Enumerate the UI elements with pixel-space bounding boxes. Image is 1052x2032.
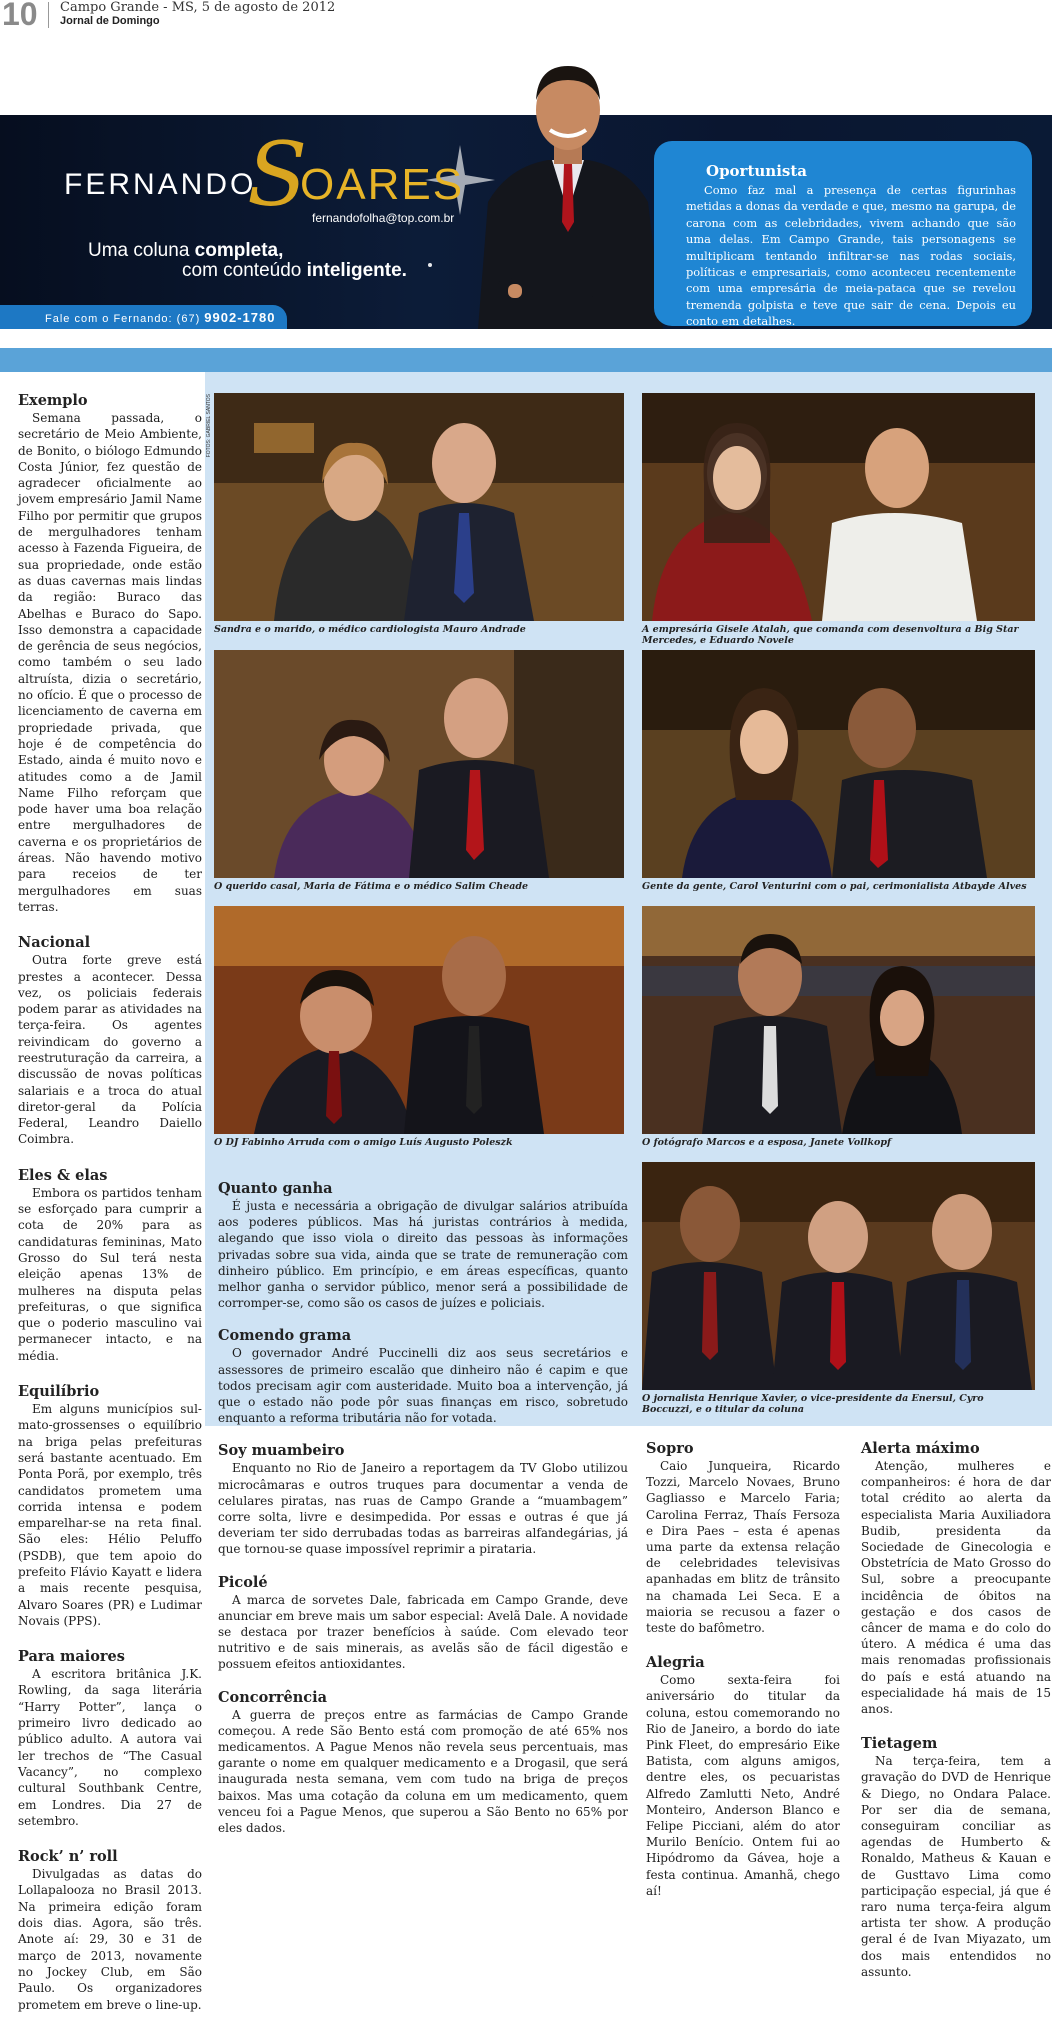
photo-6	[642, 906, 1035, 1134]
photo-2-image	[642, 393, 1035, 621]
photo-2-caption: A empresária Gisele Atalah, que comanda com desenvoltura a Big Star Mercedes, e Eduardo Novele	[642, 624, 1019, 646]
header-newspaper: Jornal de Domingo	[60, 15, 160, 27]
article-title: Tietagem	[861, 1735, 938, 1753]
banner-name-last: OARES	[300, 160, 465, 209]
article-title: Exemplo	[18, 392, 88, 409]
photo-4-image	[642, 650, 1035, 878]
article-text: A marca de sorvetes Dale, fabricada em Campo Grande, deve anunciar em breve mais um sabor especial: Avelã Dale. A novidade se destaca por trazer benefícios à saúde. Com elevado teor nutritivo e de sais minerais, as avelãs são de fácil digestão e possuem efeitos antioxidantes.	[218, 1592, 628, 1672]
photo-6-caption: O fotógrafo Marcos e a esposa, Janete Vollkopf	[642, 1137, 892, 1148]
sidebar-box-title: Oportunista	[706, 162, 807, 180]
banner-phone[interactable]: Fale com o Fernando: (67) 9902-1780	[45, 310, 276, 325]
photo-1-image	[214, 393, 624, 621]
photo-1	[214, 393, 624, 621]
photo-4	[642, 650, 1035, 878]
article-text: É justa e necessária a obrigação de divulgar salários atribuída aos poderes públicos. Mas há juristas contrários à medida, alegando que isso viola o direito das pessoas às informações privadas sobre sua vida, ainda que se trate de remuneração com dinheiro público. Em princípio, e em áreas específicas, quanto melhor ganha o servidor público, menor será a possibilidade de corromper-se, como são os casos de juízes e policiais.	[218, 1199, 628, 1311]
article-alerta-maximo	[861, 1440, 1051, 1717]
photo-5-image	[214, 906, 624, 1134]
article-text: Em alguns municípios sul-mato-grossenses o equilíbrio na briga pelas prefeituras será bastante acentuado. Em Ponta Porã, por exemplo, três candidatos prometem uma corrida intensa e podem emparelhar-se na reta final. São eles: Hélio Peluffo (PSDB), que tem apoio do prefeito Flávio Kayatt e lidera a mais recente pesquisa, Alvaro Soares (PR) e Ludimar Novais (PPS).	[18, 1402, 202, 1628]
article-alegria	[646, 1654, 840, 1899]
article-title: Eles & elas	[18, 1166, 108, 1184]
left-column	[18, 392, 202, 2032]
article-text: Embora os partidos tenham se esforçado para cumprir a cota de 20% para as candidaturas femininas, Mato Grosso do Sul terá nesta eleição apenas 13% de mulheres na disputa pelas prefeituras, o que significa que o poderio masculino vai permanecer intacto, e na média.	[18, 1185, 202, 1363]
article-exemplo	[18, 392, 202, 915]
photo-5	[214, 906, 624, 1134]
article-quanto-ganha	[218, 1180, 628, 1311]
photo-7-image	[642, 1162, 1035, 1390]
article-title: Alegria	[646, 1654, 705, 1672]
article-equilibrio	[18, 1383, 202, 1629]
article-title: Concorrência	[218, 1688, 328, 1706]
article-text: Semana passada, o secretário de Meio Ambiente, de Bonito, o biólogo Edmundo Costa Júnior, fez questão de agradecer oficialmente ao jovem empresário Jamil Name Filho por permitir que grupos de mergulhadores tenham acesso à Fazenda Figueira, de sua propriedade, onde estão as duas cavernas mais lindas da região: Buraco das Abelhas e Buraco do Sapo. Isso demonstra a capacidade de gerência de seus negócios, como também o seu lado altruísta, dizia o secretário, no ofício. É que o processo de licenciamento de caverna em propriedade privada, que hoje é de competência do Estado, ainda é muito novo e atitudes como a de Jamil Name Filho reforçam que pode haver uma boa relação entre mergulhadores de caverna e os proprietários de áreas. Não havendo motivo para receios de ter mergulhadores em suas terras.	[18, 411, 202, 914]
photo-7	[642, 1162, 1035, 1390]
columnist-portrait	[468, 52, 668, 329]
article-text: Na terça-feira, tem a gravação do DVD de Henrique & Diego, no Ondara Palace. Por ser dia de semana, conseguiram conciliar as agendas de Humberto & Ronaldo, Matheus & Kauan e de Gusttavo Lima como participação especial, já que é raro numa terça-feira algum artista ter show. A produção geral é de Ivan Miyazato, um dos mais entendidos no assunto.	[861, 1754, 1051, 1979]
article-tietagem	[861, 1735, 1051, 1980]
article-title: Soy muambeiro	[218, 1442, 345, 1460]
article-title: Rock’ n’ roll	[18, 1848, 118, 1866]
header-divider	[48, 2, 49, 28]
photo-3-caption: O querido casal, Maria de Fátima e o médico Salim Cheade	[214, 881, 529, 892]
article-text: Divulgadas as datas do Lollapalooza no Brasil 2013. Na primeira edição foram dois dias. Agora, são três. Anote aí: 29, 30 e 31 de março de 2013, novamente no Jockey Club, em São Paulo. Os organizadores prometem em breve o line-up.	[18, 1867, 202, 2012]
article-text: A escritora britânica J.K. Rowling, da saga literária “Harry Potter”, lança o primeiro livro dedicado ao público adulto. A autora vai ler trechos de “The Casual Vacancy”, no complexo cultural Southbank Centre, em Londres. Dia 27 de setembro.	[18, 1667, 202, 1828]
banner-name-first: FERNANDO	[64, 168, 257, 201]
header-city-date: Campo Grande - MS, 5 de agosto de 2012	[60, 0, 336, 15]
article-nacional	[18, 934, 202, 1148]
banner-slogan-line1: Uma coluna completa,	[88, 240, 284, 261]
article-rock-n-roll	[18, 1848, 202, 2013]
photo-5-caption: O DJ Fabinho Arruda com o amigo Luís Augusto Poleszk	[214, 1137, 513, 1148]
photo-1-caption: Sandra e o marido, o médico cardiologista Mauro Andrade	[214, 624, 526, 635]
article-text: Atenção, mulheres e companheiros: é hora de dar total crédito ao alerta da especialista Maria Auxiliadora Budib, presidenta da Sociedade de Ginecologia e Obstetrícia de Mato Grosso do Sul, sobre a preocupante incidência de óbitos na gestação e dos casos de câncer de mama e do colo do útero. A médica é uma das mais renomadas profissionais do país e está atuando na especialidade há mais de 15 anos.	[861, 1459, 1051, 1717]
photo-4-caption: Gente da gente, Carol Venturini com o pai, cerimonialista Atbayde Alves	[642, 881, 1027, 892]
banner-phone-bar	[0, 305, 287, 329]
article-text: Como sexta-feira foi aniversário do titular da coluna, estou comemorando no Rio de Janeiro, a bordo do iate Pink Fleet, do empresário Eike Batista, com alguns amigos, dentre eles, os pecuaristas Alfredo Zamlutti Neto, André Monteiro, Anderson Blanco e Felipe Picciani, além do ator Murilo Benício. Ontem fui ao Hipódromo da Gávea, hoje a festa continua. Amanhã, chego aí!	[646, 1673, 840, 1898]
article-text: Outra forte greve está prestes a acontecer. Dessa vez, os policiais federais podem parar as atividades na terça-feira. Os agentes reivindicam do governo a reestruturação da carreira, a discussão de novas políticas salariais e a troca do atual diretor-geral da Polícia Federal, Leandro Daiello Coimbra.	[18, 953, 202, 1147]
article-picole	[218, 1574, 628, 1673]
photo-2	[642, 393, 1035, 621]
page-number: 10	[2, 0, 38, 32]
article-title: Nacional	[18, 934, 91, 952]
article-title: Para maiores	[18, 1648, 125, 1666]
article-sopro	[646, 1440, 840, 1636]
article-text: O governador André Puccinelli diz aos seus secretários e assessores de primeiro escalão que dinheiro não é capim e que todos precisam agir com austeridade. Muito boa a intervenção, já que o estado não pode pôr suas finanças em risco, sobretudo enquanto a reforma tributária não for votada.	[218, 1346, 628, 1426]
photo-credit: FOTOS: GABRIEL SANTOS	[206, 394, 212, 458]
banner-name-initial: S	[247, 123, 308, 226]
article-text: Enquanto no Rio de Janeiro a reportagem da TV Globo utilizou microcâmaras e outros truques para documentar a venda de celulares piratas, nas ruas de Campo Grande a “muambagem” corre solta, livre e desimpedida. Por essas e outras é que já deveriam ter sido derrubadas todas as barreiras alfandegárias, já que tornou-se quase impossível reprimir a pirataria.	[218, 1461, 628, 1557]
article-title: Picolé	[218, 1573, 268, 1591]
sidebar-box-text: Como faz mal a presença de certas figurinhas metidas a donas da verdade e que, mesmo na garupa, de carona com as celebridades, vivem achando que são uma delas. Em Campo Grande, tais personagens se multiplicam tentando infiltrar-se nas rodas sociais, políticas e empresariais, como aconteceu recentemente com uma empresária de meia-pataca que se revelou tremenda golpista e teve que sair de cena. Depois eu conto em detalhes.	[686, 183, 1016, 329]
section-strip	[0, 348, 1052, 372]
banner-email[interactable]: fernandofolha@top.com.br	[312, 211, 455, 225]
article-text: A guerra de preços entre as farmácias de Campo Grande começou. A rede São Bento está com promoção de até 65% nos medicamentos. A Pague Menos não revela seus percentuais, mas garante o nome em qualquer medicamento e a Drogasil, que será inaugurada nesta semana, vem com tudo na briga de preços baixos. Mas uma cotação da coluna em um medicamento, quem venceu foi a Pague Menos, que superou a São Bento no 65% por eles dados.	[218, 1707, 628, 1836]
article-title: Alerta máximo	[861, 1440, 980, 1457]
article-title: Comendo grama	[218, 1327, 352, 1345]
article-comendo-grama	[218, 1327, 628, 1426]
photo-7-caption: O jornalista Henrique Xavier, o vice-presidente da Enersul, Cyro Boccuzzi, e o titular da coluna	[642, 1393, 984, 1415]
article-title: Sopro	[646, 1440, 694, 1457]
right-column-1	[646, 1440, 840, 1917]
right-column-2	[861, 1440, 1051, 1998]
banner-slogan-line2: com conteúdo inteligente.	[182, 260, 407, 281]
article-concorrencia	[218, 1689, 628, 1837]
article-title: Quanto ganha	[218, 1180, 333, 1197]
article-title: Equilíbrio	[18, 1383, 100, 1401]
middle-column	[218, 1180, 628, 1852]
article-text: Caio Junqueira, Ricardo Tozzi, Marcelo Novaes, Bruno Gagliasso e Marcelo Faria; Carolina Ferraz, Thaís Fersoza e Dira Paes – esta é apenas uma parte da extensa relação de celebridades televisivas apanhadas em blitz de trânsito na chamada Lei Seca. E a maioria se recusou a fazer o teste do bafômetro.	[646, 1459, 840, 1636]
photo-3-image	[214, 650, 624, 878]
article-eles-elas	[18, 1167, 202, 1364]
article-para-maiores	[18, 1648, 202, 1829]
photo-6-image	[642, 906, 1035, 1134]
photo-3	[214, 650, 624, 878]
article-soy-muambeiro	[218, 1442, 628, 1557]
